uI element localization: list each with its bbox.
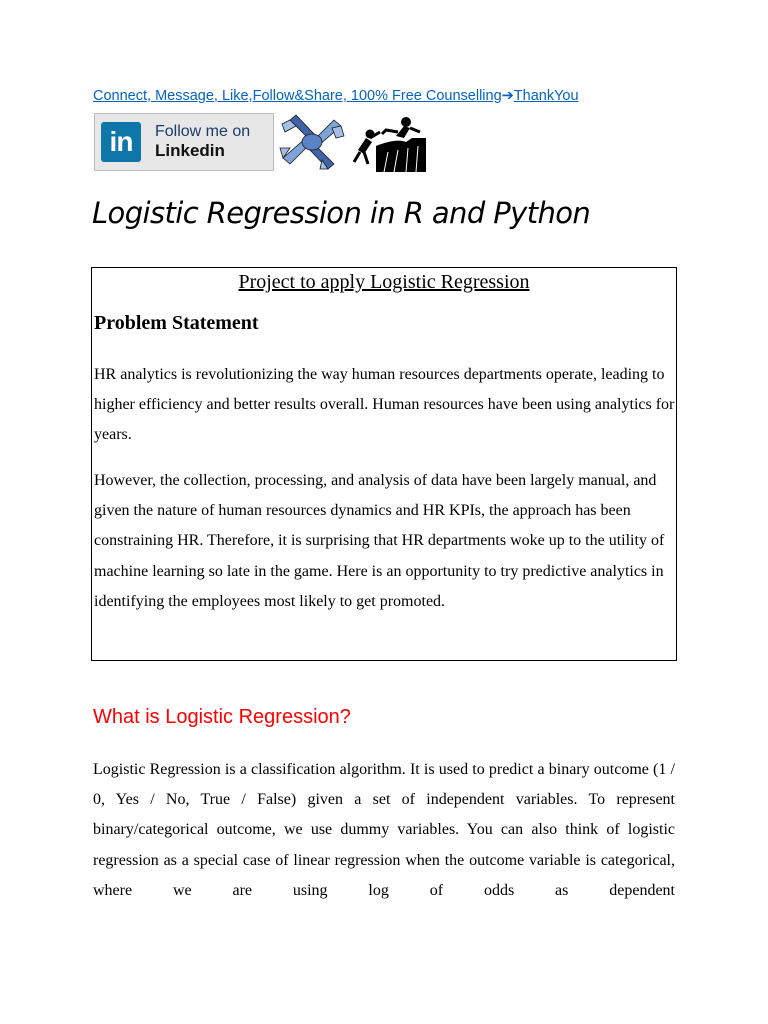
connect-link[interactable] <box>93 88 579 104</box>
connect-link-text: Connect, Message, Like,Follow&Share, 100% Free Counselling <box>93 88 502 104</box>
right-arrow-icon: ➔ <box>501 88 514 104</box>
linkedin-icon: in <box>101 122 141 162</box>
logistic-regression-paragraph: Logistic Regression is a classification algorithm. It is used to predict a binary outcome (1 / 0, Yes / No, True / False) given a set of independent variables. To represent binary/categorical outcome, we use dummy variables. You can also think of logistic regression as a special case of linear regression when the outcome variable is categorical, where we are using log of odds as dependent <box>93 761 675 899</box>
helping-hand-climb-icon <box>348 112 426 172</box>
document-title: Logistic Regression in R and Python <box>92 196 591 230</box>
linkedin-follow-text <box>155 122 250 162</box>
problem-paragraph-1: HR analytics is revolutionizing the way human resources departments operate, leading to higher efficiency and better results overall. Human resources have been using analytics for years. <box>94 366 675 444</box>
section-heading: What is Logistic Regression? <box>93 706 351 728</box>
thank-you-text: ThankYou <box>513 88 579 104</box>
linkedin-label: Linkedin <box>155 141 225 161</box>
problem-statement-box <box>91 267 677 661</box>
social-banner <box>94 112 426 172</box>
teamwork-hands-icon <box>276 112 348 172</box>
project-heading: Project to apply Logistic Regression <box>238 271 530 293</box>
follow-me-label: Follow me on <box>155 123 251 141</box>
linkedin-follow-button[interactable] <box>94 113 274 171</box>
problem-paragraph-2: However, the collection, processing, and analysis of data have been largely manual, and given the nature of human resources dynamics and HR KPIs, the approach has been constraining HR. Therefore, it is surprising that HR departments woke up to the utility of machine learning so late in the game. Here is an opportunity to try predictive analytics in identifying the employees most likely to get promoted. <box>94 472 665 610</box>
problem-statement-heading: Problem Statement <box>94 312 259 334</box>
